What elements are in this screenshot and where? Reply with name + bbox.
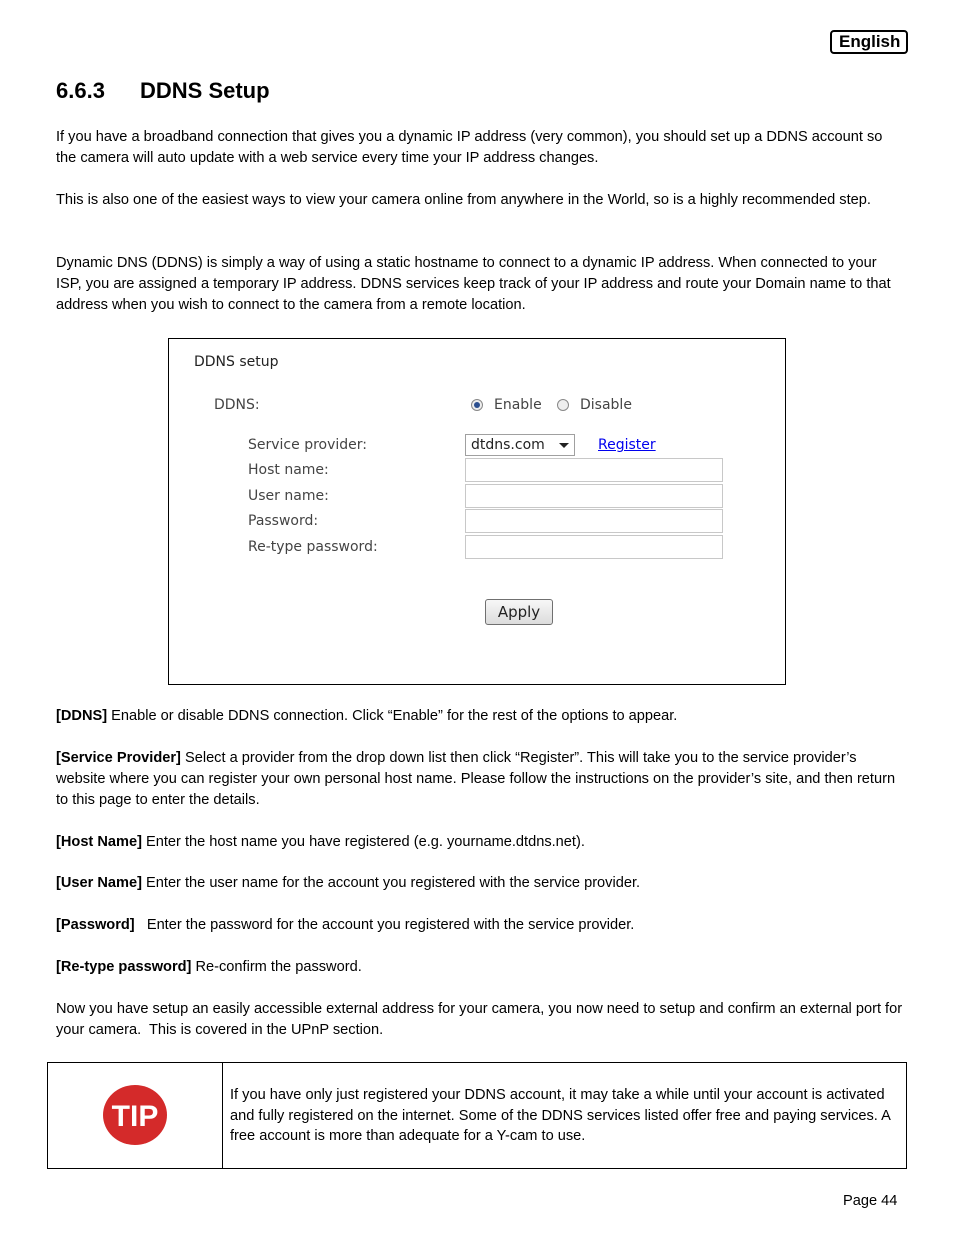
intro-paragraph-3: Dynamic DNS (DDNS) is simply a way of using a static hostname to connect to a dynamic IP address. When connected to your ISP, you are assigned a temporary IP address. DDNS services keep track of your IP address and route your Domain name to that address when you wish to connect to the camera from a remote location. — [56, 255, 891, 313]
language-badge: English — [830, 30, 908, 54]
ddns-panel-title: DDNS setup — [194, 354, 279, 370]
desc-term: [User Name] — [56, 875, 142, 891]
desc-term: [Re-type password] — [56, 959, 192, 975]
retype-password-field[interactable] — [465, 535, 723, 559]
desc-text: Select a provider from the drop down list then click “Register”. This will take you to the service provider’s website where you can register your own personal host name. Please follow the instructions on the provider’s site, and then return to this page to enter the details. — [56, 750, 896, 808]
desc-user-name — [56, 873, 906, 894]
tip-box — [47, 1062, 907, 1169]
desc-password — [56, 915, 906, 936]
desc-host-name — [56, 832, 906, 853]
desc-term: [DDNS] — [56, 708, 108, 724]
disable-radio[interactable] — [557, 399, 569, 411]
page-number: Page 44 — [843, 1193, 898, 1209]
disable-label: Disable — [580, 397, 632, 413]
user-name-label: User name: — [248, 488, 329, 504]
ddns-setup-screenshot — [168, 338, 786, 685]
host-name-label: Host name: — [248, 462, 329, 478]
intro-paragraph-1: If you have a broadband connection that gives you a dynamic IP address (very common), you should set up a DDNS account so the camera will auto update with a web service every time your IP address changes. — [56, 129, 883, 166]
desc-text: Re-confirm the password. — [191, 959, 362, 975]
desc-text: Enter the host name you have registered (e.g. yourname.dtdns.net). — [141, 834, 585, 850]
section-heading — [56, 78, 270, 104]
enable-label: Enable — [494, 397, 542, 413]
desc-ddns — [56, 706, 906, 727]
ddns-label: DDNS: — [214, 397, 260, 413]
section-title: DDNS Setup — [140, 78, 270, 103]
host-name-field[interactable] — [465, 458, 723, 482]
service-provider-label: Service provider: — [248, 437, 367, 453]
desc-text: Enter the user name for the account you registered with the service provider. — [141, 875, 641, 891]
password-label: Password: — [248, 513, 319, 529]
apply-button[interactable]: Apply — [485, 599, 553, 625]
tip-divider — [222, 1063, 223, 1168]
service-provider-value: dtdns.com — [471, 437, 545, 453]
closing-paragraph: Now you have setup an easily accessible external address for your camera, you now need to setup and confirm an external port for your camera. This is covered in the UPnP section. — [56, 1001, 907, 1038]
register-link[interactable]: Register — [598, 437, 656, 453]
enable-radio[interactable] — [471, 399, 483, 411]
desc-text: Enable or disable DDNS connection. Click “Enable” for the rest of the options to appear. — [107, 708, 678, 724]
desc-term: [Service Provider] — [56, 750, 181, 766]
password-field[interactable] — [465, 509, 723, 533]
desc-term: [Password] — [56, 917, 135, 933]
user-name-field[interactable] — [465, 484, 723, 508]
intro-paragraph-2: This is also one of the easiest ways to view your camera online from anywhere in the World, so is a highly recommended step. — [56, 192, 871, 208]
desc-retype-password — [56, 957, 906, 978]
desc-term: [Host Name] — [56, 834, 142, 850]
desc-service-provider — [56, 748, 906, 811]
tip-icon — [102, 1084, 168, 1146]
retype-password-label: Re-type password: — [248, 539, 378, 555]
desc-text: Enter the password for the account you registered with the service provider. — [134, 917, 635, 933]
chevron-down-icon — [559, 443, 569, 448]
service-provider-select[interactable] — [465, 434, 575, 456]
section-number: 6.6.3 — [56, 78, 105, 103]
tip-icon-label: TIP — [111, 1100, 159, 1133]
tip-text: If you have only just registered your DDNS account, it may take a while until your account is activated and fully registered on the internet. Some of the DDNS services listed offer free and paying services. A free account is more than adequate for a Y-cam to use. — [230, 1087, 891, 1144]
